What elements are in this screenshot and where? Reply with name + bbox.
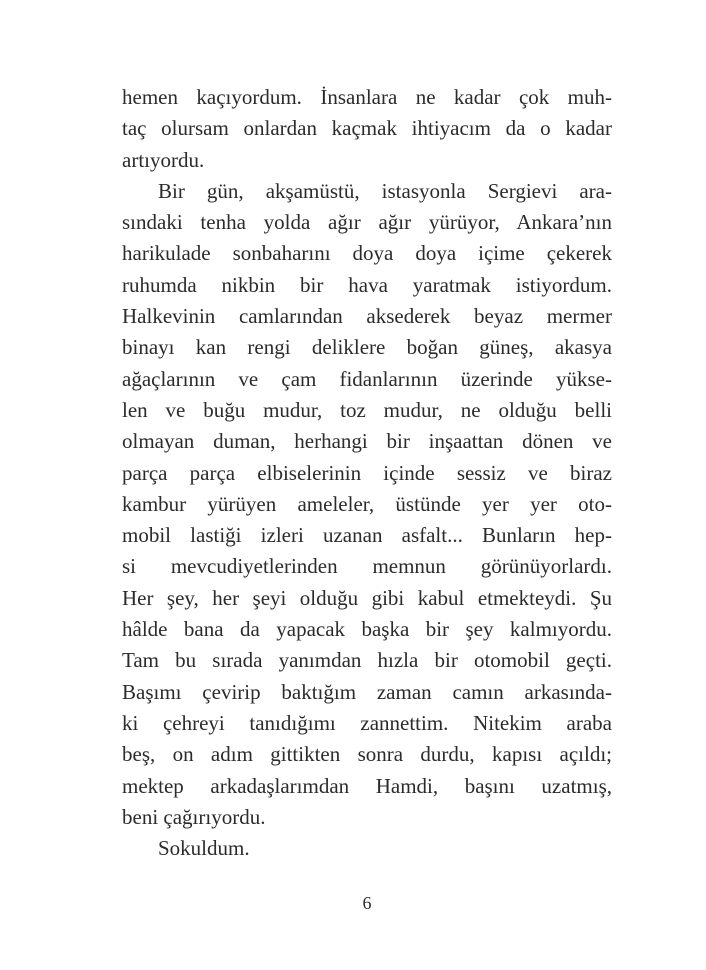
text-line: Bir gün, akşamüstü, istasyonla Sergievi ara- (158, 178, 612, 203)
text-line: ağaçlarının ve çam fidanlarının üzerinde yükse- (122, 366, 612, 391)
text-line: harikulade sonbaharını doya doya içime çekerek (122, 241, 612, 266)
text-line: len ve buğu mudur, toz mudur, ne olduğu belli (122, 397, 612, 422)
text-line: ruhumda nikbin bir hava yaratmak istiyordum. (122, 272, 612, 297)
text-line: mobil lastiği izleri uzanan asfalt... Bunların hep- (122, 523, 612, 548)
text-line: Sokuldum. (158, 836, 250, 861)
text-line: si mevcudiyetlerinden memnun görünüyorlardı. (122, 554, 612, 579)
text-line: hemen kaçıyordum. İnsanlara ne kadar çok muh- (122, 85, 612, 109)
text-line: beş, on adım gittikten sonra durdu, kapısı açıldı; (122, 742, 612, 767)
text-line: Her şey, her şeyi olduğu gibi kabul etmekteydi. Şu (122, 585, 612, 610)
text-line: sındaki tenha yolda ağır ağır yürüyor, Ankara’nın (122, 210, 612, 235)
text-line: kambur yürüyen ameleler, üstünde yer yer oto- (122, 491, 612, 516)
text-line: olmayan duman, herhangi bir inşaattan dönen ve (122, 429, 612, 454)
text-line: Halkevinin camlarından aksederek beyaz mermer (122, 304, 612, 329)
text-line: taç olursam onlardan kaçmak ihtiyacım da o kadar (122, 116, 612, 141)
text-line: hâlde bana da yapacak başka bir şey kalmıyordu. (122, 617, 612, 642)
text-line: ki çehreyi tanıdığımı zannettim. Nitekim araba (122, 710, 612, 735)
page-text (122, 82, 612, 864)
text-line: mektep arkadaşlarımdan Hamdi, başını uzatmış, (122, 773, 612, 798)
text-line: artıyordu. (122, 147, 205, 172)
text-line: Tam bu sırada yanımdan hızla bir otomobil geçti. (122, 648, 612, 673)
text-line: binayı kan rengi deliklere boğan güneş, akasya (122, 335, 612, 360)
text-line: beni çağırıyordu. (122, 804, 266, 829)
text-line: parça parça elbiselerinin içinde sessiz ve biraz (122, 460, 612, 485)
page-number: 6 (362, 893, 372, 913)
text-line: Başımı çevirip baktığım zaman camın arkasında- (122, 679, 612, 704)
